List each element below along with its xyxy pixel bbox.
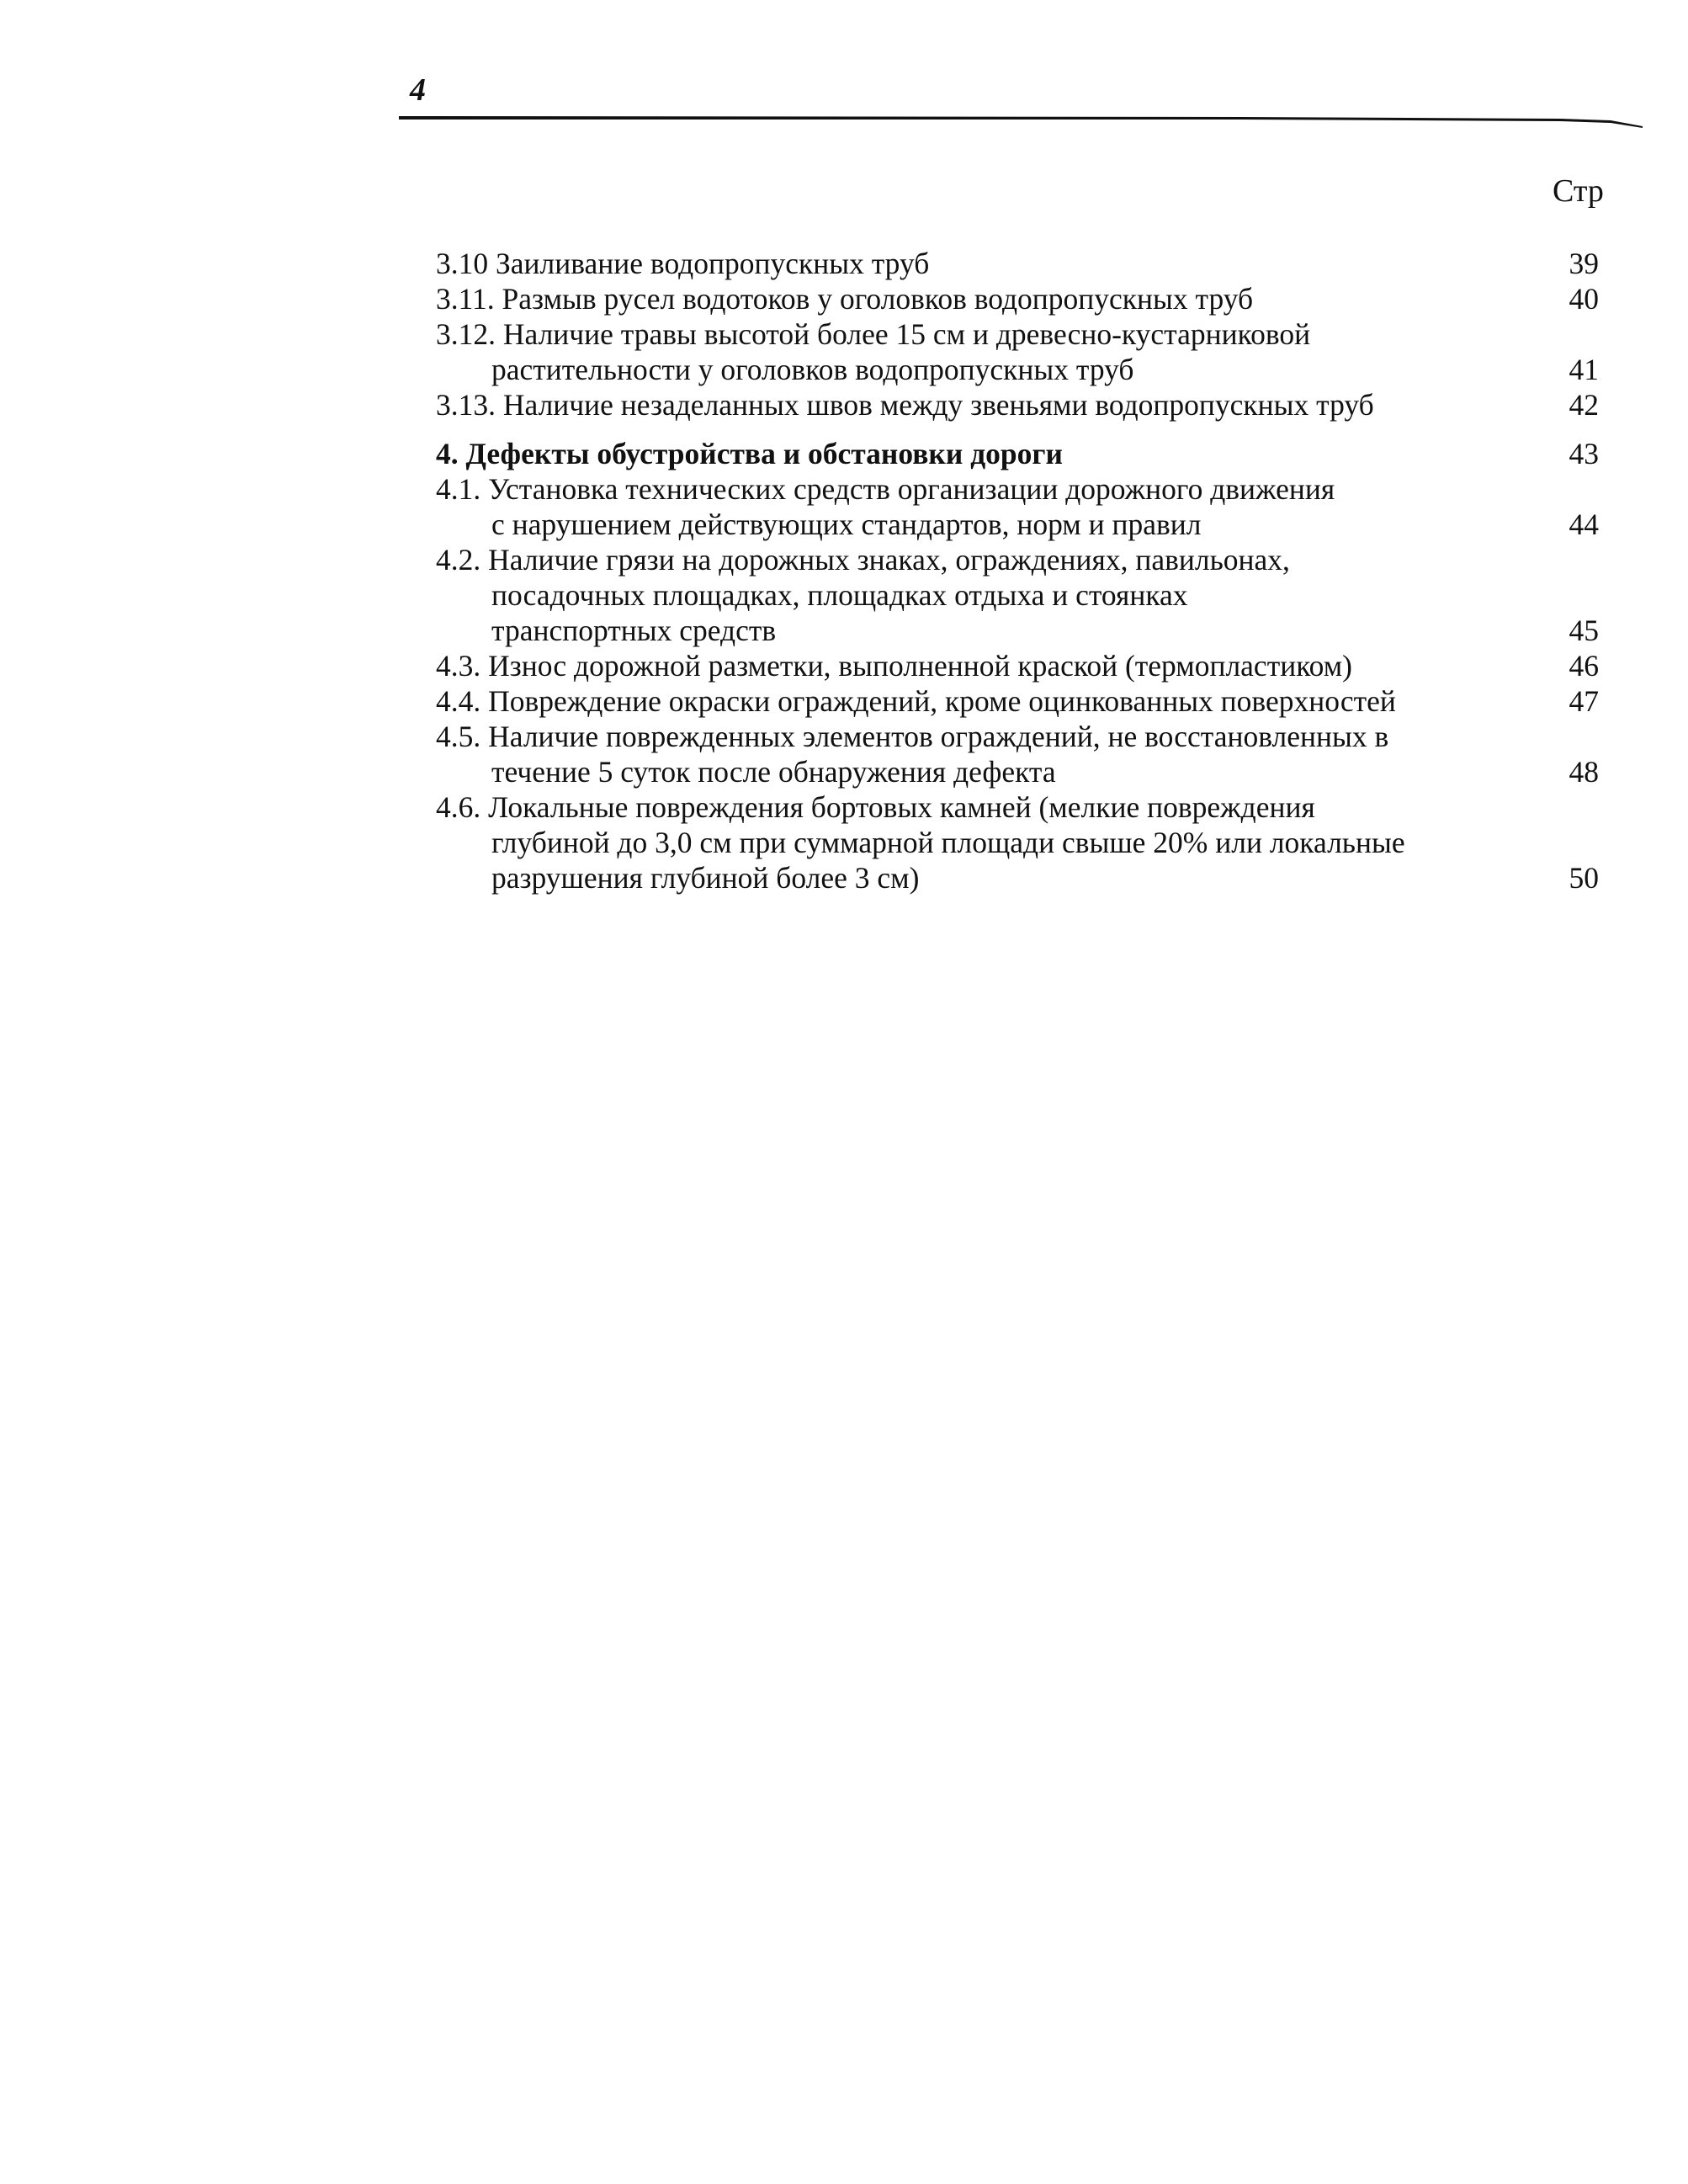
toc-page-number: 43 xyxy=(1569,437,1599,470)
toc-page-number: 40 xyxy=(1569,282,1599,316)
toc-line: транспортных средств xyxy=(491,614,777,647)
toc-line: 4.6. Локальные повреждения бортовых камней (мелкие повреждения xyxy=(436,790,1315,824)
toc-line: растительности у оголовков водопропускных труб xyxy=(491,353,1134,386)
toc-line: 3.13. Наличие незаделанных швов между звеньями водопропускных труб xyxy=(436,388,1374,422)
toc-entry xyxy=(436,246,1614,281)
toc-line: 4.3. Износ дорожной разметки, выполненной краской (термопластиком) xyxy=(436,649,1353,683)
toc-line: 4. Дефекты обустройства и обстановки дороги xyxy=(436,437,1063,470)
toc-line: с нарушением действующих стандартов, норм и правил xyxy=(491,507,1202,541)
toc-entry xyxy=(436,387,1614,422)
toc-line: 4.5. Наличие поврежденных элементов ограждений, не восстановленных в xyxy=(436,720,1389,753)
toc-page-number: 42 xyxy=(1569,388,1599,422)
toc-page-number: 46 xyxy=(1569,649,1599,683)
toc-line: 3.10 Заиливание водопропускных труб xyxy=(436,247,930,280)
toc-section-heading xyxy=(436,436,1614,471)
toc-line: 4.2. Наличие грязи на дорожных знаках, ограждениях, павильонах, xyxy=(436,543,1290,577)
toc-entry xyxy=(436,316,1614,387)
toc-page-number: 41 xyxy=(1569,353,1599,386)
toc-line: 4.1. Установка технических средств организации дорожного движения xyxy=(436,472,1335,506)
toc-entry xyxy=(436,648,1614,683)
toc-page-number: 44 xyxy=(1569,507,1599,541)
page-column-label: Стр xyxy=(1553,173,1604,209)
toc-entry xyxy=(436,281,1614,316)
toc-line: посадочных площадках, площадках отдыха и стоянках xyxy=(491,578,1188,612)
toc-line: 3.11. Размыв русел водотоков у оголовков водопропускных труб xyxy=(436,282,1254,316)
toc-entry xyxy=(436,683,1614,719)
page-number: 4 xyxy=(410,72,426,108)
toc-line: глубиной до 3,0 см при суммарной площади свыше 20% или локальные xyxy=(491,826,1405,859)
header-rule xyxy=(399,109,1643,128)
toc-line: 3.12. Наличие травы высотой более 15 см и древесно-кустарниковой xyxy=(436,317,1311,351)
toc-line: течение 5 суток после обнаружения дефекта xyxy=(491,755,1056,789)
toc-entry xyxy=(436,471,1614,542)
toc-line: разрушения глубиной более 3 см) xyxy=(491,861,920,895)
toc-page-number: 45 xyxy=(1569,614,1599,647)
toc-page-number: 48 xyxy=(1569,755,1599,789)
toc-entry xyxy=(436,789,1614,895)
toc-page-number: 50 xyxy=(1569,861,1599,895)
toc-line: 4.4. Повреждение окраски ограждений, кроме оцинкованных поверхностей xyxy=(436,684,1396,718)
toc-page-number: 47 xyxy=(1569,684,1599,718)
toc-entry xyxy=(436,719,1614,789)
toc-page-number: 39 xyxy=(1569,247,1599,280)
toc-entry xyxy=(436,542,1614,648)
